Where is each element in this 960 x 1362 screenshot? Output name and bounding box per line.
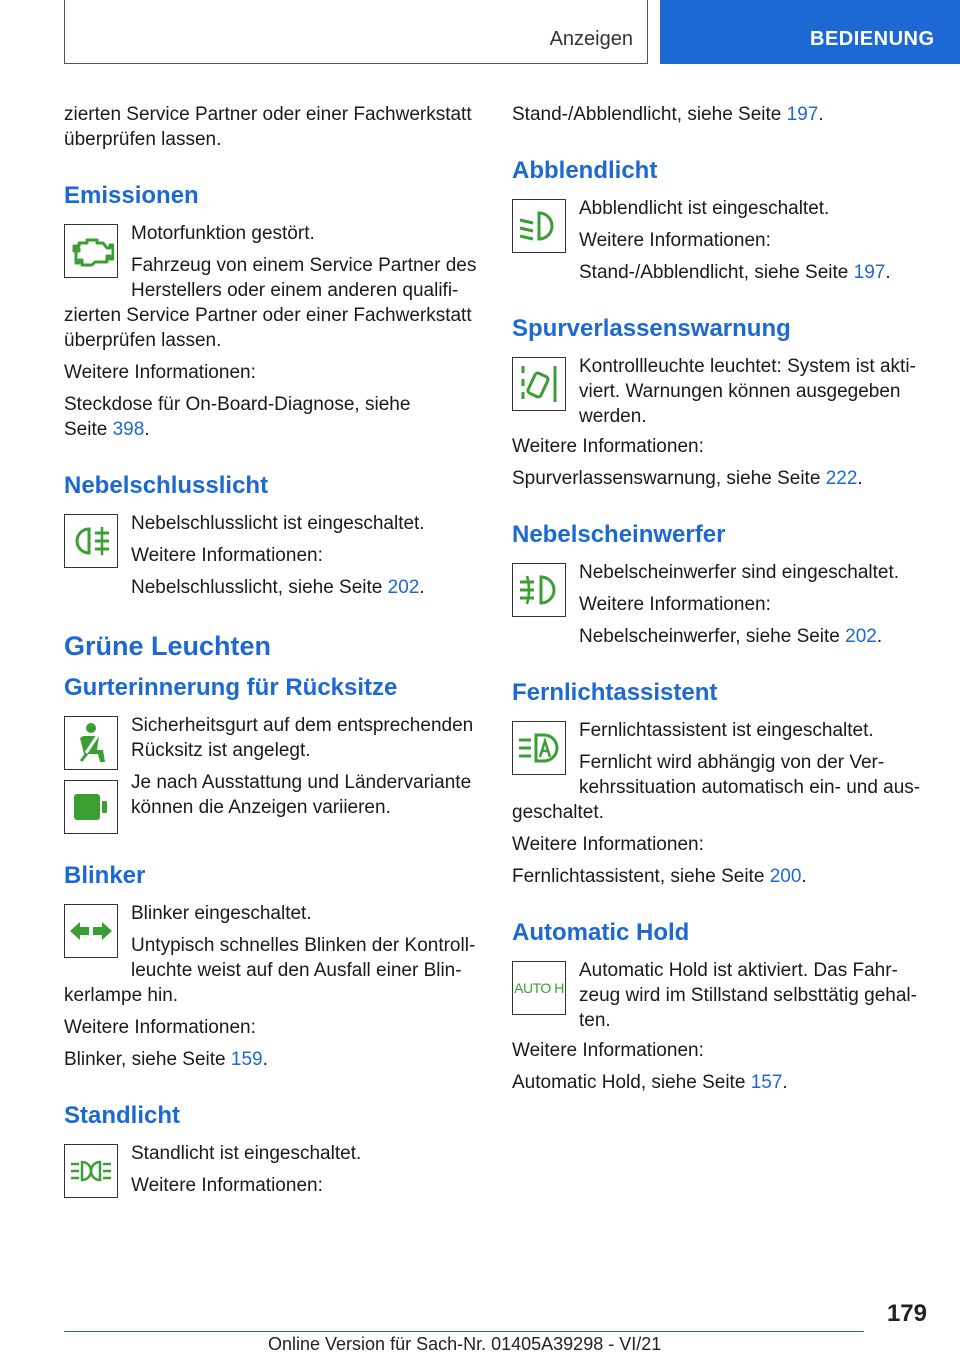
blinker-line2-full: kerlampe hin.	[64, 985, 179, 1006]
heading-nebelscheinwerfer: Nebelscheinwerfer	[512, 521, 726, 548]
heading-standlicht: Standlicht	[64, 1102, 181, 1129]
nebelschlusslicht-more: Weitere Informationen:	[131, 545, 323, 566]
fernlichtassistent-line1: Fernlichtassistent ist eingeschaltet.	[579, 720, 874, 741]
emissionen-line2-indent: Fahrzeug von einem Service Partner des Herstellers oder einem anderen qualifi-	[131, 255, 477, 301]
footer-online-version: Online Version für Sach-Nr. 01405A39298 - VI/21	[268, 1334, 662, 1354]
emissionen-line2-full: zierten Service Partner oder einer Fachwerkstatt überprüfen lassen.	[64, 305, 472, 351]
emissionen-ref-text: Steckdose für On-Board-Diagnose, siehe Seite	[64, 394, 411, 440]
automatic-hold-page-link[interactable]: 157	[750, 1072, 783, 1093]
nebelscheinwerfer-more: Weitere Informationen:	[579, 594, 771, 615]
emissionen-page-link[interactable]: 398	[112, 419, 145, 440]
nebelschlusslicht-ref-text: Nebelschlusslicht, siehe Seite	[131, 577, 388, 598]
header-section-title: Anzeigen	[549, 28, 633, 50]
standlicht-ref-text: Stand-/Abblendlicht, siehe Seite	[512, 104, 787, 125]
nebelschlusslicht-line1: Nebelschlusslicht ist eingeschaltet.	[131, 513, 425, 534]
spurverlassen-line1: Kontrollleuchte leuchtet: System ist akti-viert. Warnungen können ausgegeben werden.	[579, 356, 916, 427]
spurverlassen-page-link[interactable]: 222	[825, 468, 858, 489]
nebelscheinwerfer-ref-text: Nebelscheinwerfer, siehe Seite	[579, 626, 846, 647]
heading-spurverlassen: Spurverlassenswarnung	[512, 315, 791, 342]
header-chapter-title: BEDIENUNG	[810, 28, 935, 50]
abblendlicht-page-link[interactable]: 197	[853, 262, 886, 283]
high-beam-assist-icon	[512, 721, 566, 775]
blinker-page-link[interactable]: 159	[230, 1049, 263, 1070]
heading-blinker: Blinker	[64, 862, 146, 889]
auto-hold-icon-label: AUTO H	[514, 980, 564, 996]
standlicht-line1: Standlicht ist eingeschaltet.	[131, 1143, 362, 1164]
footer-rule	[64, 1331, 864, 1332]
gurterinnerung-line1: Sicherheitsgurt auf dem entsprechenden Rücksitz ist angelegt.	[131, 715, 474, 761]
engine-warning-icon	[64, 224, 118, 278]
page-number: 179	[886, 1300, 927, 1327]
fernlichtassistent-line2-indent: Fernlicht wird abhängig von der Ver-kehrssituation automatisch ein- und aus-	[579, 752, 921, 798]
fernlichtassistent-more: Weitere Informationen:	[512, 834, 704, 855]
fernlichtassistent-line2-full: geschaltet.	[512, 802, 604, 823]
nebelscheinwerfer-page-link[interactable]: 202	[845, 626, 877, 647]
blinker-line1: Blinker eingeschaltet.	[131, 903, 312, 924]
front-fog-light-icon	[512, 563, 566, 617]
seatbelt-icon	[64, 716, 118, 770]
standlicht-more: Weitere Informationen:	[131, 1175, 323, 1196]
left-column: zierten Service Partner oder einer Fachwerkstatt überprüfen lassen. Emissionen Motorfunktion gestört. Fahrzeug von einem Service Partner des Herstellers oder einem anderen qualifi- zierten Service Partner oder einer Fachwerkstatt überprüfen lassen. Weitere Informationen: Steckdose für On-Board-Diagnose, siehe Seite 398. Nebelschlusslicht Nebelschlusslicht ist eingeschaltet. Weitere Informationen: Nebelschlusslicht, siehe Seite 202. Grüne Leuchten Gurterinnerung für Rücksitze Sicherheitsgurt auf dem entsprechenden Rücksitz ist angelegt. Je nach Ausstattung und Ländervariante können die Anzeigen variieren. Blinker Blinker eingeschaltet. Untypisch schnelles Blinken der Kontroll-leuchte weist auf den Ausfall einer Blin- kerlampe hin. Weitere Informationen: Blinker, siehe Seite 159. Standlicht Standlicht ist eingeschaltet. Weitere Informationen:	[64, 104, 477, 1196]
header-section-box	[64, 0, 648, 64]
heading-automatic-hold: Automatic Hold	[512, 919, 690, 946]
standlicht-page-link[interactable]: 197	[786, 104, 819, 125]
emissionen-line1: Motorfunktion gestört.	[131, 223, 315, 244]
header-chapter-tab	[660, 0, 960, 64]
heading-emissionen: Emissionen	[64, 182, 199, 209]
automatic-hold-line1: Automatic Hold ist aktiviert. Das Fahr-zeug wird im Stillstand selbsttätig gehal-ten.	[579, 960, 917, 1031]
emissionen-more: Weitere Informationen:	[64, 362, 256, 383]
low-beam-icon	[512, 199, 566, 253]
right-column: Stand-/Abblendlicht, siehe Seite 197. Abblendlicht Abblendlicht ist eingeschaltet. Weitere Informationen: Stand-/Abblendlicht, siehe Seite 197. Spurverlassenswarnung Kontrollleuchte leuchtet: System ist akti-viert. Warnungen können ausgegeben werden. Weitere Informationen: Spurverlassenswarnung, siehe Seite 222. Nebelscheinwerfer Nebelscheinwerfer sind eingeschaltet. Weitere Informationen: Nebelscheinwerfer, siehe Seite 202. Fernlichtassistent Fernlichtassistent ist eingeschaltet. Fernlicht wird abhängig von der Ver-kehrssituation automatisch ein- und aus- geschaltet. Weitere Informationen: Fernlichtassistent, siehe Seite 200. Automatic Hold AUTO H Automatic Hold ist aktiviert. Das Fahr-zeug wird im Stillstand selbsttätig gehal-ten. Weitere Informationen: Automatic Hold, siehe Seite 157.	[512, 102, 926, 1102]
turn-signal-icon	[64, 904, 118, 958]
fernlichtassistent-page-link[interactable]: 200	[769, 866, 802, 887]
spurverlassen-ref-text: Spurverlassenswarnung, siehe Seite	[512, 468, 826, 489]
auto-hold-icon	[512, 961, 566, 1015]
nebelschlusslicht-page-link[interactable]: 202	[387, 577, 420, 598]
nebelscheinwerfer-line1: Nebelscheinwerfer sind eingeschaltet.	[579, 562, 900, 583]
spurverlassen-more: Weitere Informationen:	[512, 436, 704, 457]
abblendlicht-more: Weitere Informationen:	[579, 230, 771, 251]
automatic-hold-ref-text: Automatic Hold, siehe Seite	[512, 1072, 751, 1093]
intro-text: zierten Service Partner oder einer Fachwerkstatt überprüfen lassen.	[64, 104, 472, 150]
gurterinnerung-line2: Je nach Ausstattung und Ländervariante können die Anzeigen variieren.	[131, 772, 472, 818]
heading-abblendlicht: Abblendlicht	[512, 157, 658, 184]
parking-light-icon	[64, 1144, 118, 1198]
rear-fog-light-icon	[64, 514, 118, 568]
blinker-ref-text: Blinker, siehe Seite	[64, 1049, 231, 1070]
heading-gruene-leuchten: Grüne Leuchten	[64, 631, 272, 661]
fernlichtassistent-ref-text: Fernlichtassistent, siehe Seite	[512, 866, 770, 887]
heading-fernlichtassistent: Fernlichtassistent	[512, 679, 718, 706]
heading-nebelschlusslicht: Nebelschlusslicht	[64, 472, 269, 499]
blinker-line2-indent: Untypisch schnelles Blinken der Kontroll-leuchte weist auf den Ausfall einer Blin-	[131, 935, 476, 981]
lane-departure-icon	[512, 357, 566, 411]
abblendlicht-line1: Abblendlicht ist eingeschaltet.	[579, 198, 830, 219]
blinker-more: Weitere Informationen:	[64, 1017, 256, 1038]
seat-indicator-icon	[64, 780, 118, 834]
abblendlicht-ref-text: Stand-/Abblendlicht, siehe Seite	[579, 262, 854, 283]
heading-gurterinnerung: Gurterinnerung für Rücksitze	[64, 674, 398, 701]
automatic-hold-more: Weitere Informationen:	[512, 1040, 704, 1061]
